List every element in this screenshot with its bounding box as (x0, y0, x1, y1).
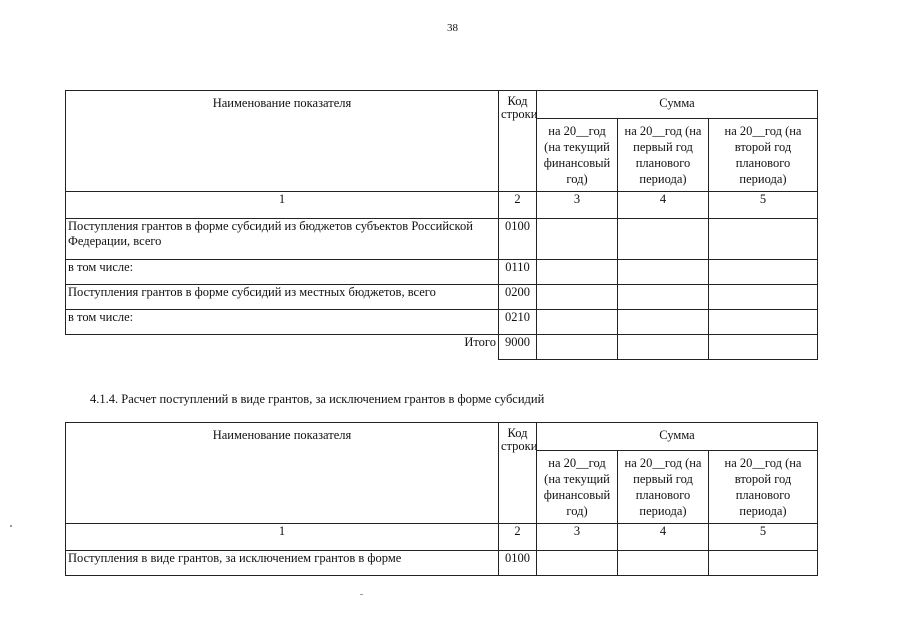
column-numbers-row (66, 192, 818, 219)
total-code: 9000 (499, 335, 537, 360)
header-line-code: Код строки (499, 91, 537, 192)
column-number: 5 (709, 192, 818, 219)
row-label: Поступления грантов в форме субсидий из бюджетов субъектов Российской Федерации, всего (66, 219, 499, 260)
table-row (66, 310, 818, 335)
value-cell[interactable] (709, 335, 818, 360)
header-first-plan-year: на 20__год (на первый год планового периода) (618, 119, 709, 192)
value-cell[interactable] (537, 551, 618, 576)
header-line-code: Код строки (499, 423, 537, 524)
value-cell[interactable] (537, 310, 618, 335)
scan-mark (360, 594, 363, 595)
column-number: 2 (499, 192, 537, 219)
row-label: Поступления в виде грантов, за исключением грантов в форме (66, 551, 499, 576)
grants-non-subsidies-table (65, 422, 818, 576)
table-row (66, 219, 818, 260)
table-row (66, 285, 818, 310)
value-cell[interactable] (709, 219, 818, 260)
value-cell[interactable] (709, 310, 818, 335)
value-cell[interactable] (618, 551, 709, 576)
header-second-plan-year: на 20__год (на второй год планового периода) (709, 451, 818, 524)
header-indicator-name: Наименование показателя (66, 423, 499, 524)
row-code: 0200 (499, 285, 537, 310)
header-current-year: на 20__год (на текущий финансовый год) (537, 451, 618, 524)
row-code: 0100 (499, 551, 537, 576)
row-label: Поступления грантов в форме субсидий из местных бюджетов, всего (66, 285, 499, 310)
grants-subsidies-table (65, 90, 818, 360)
table-row (66, 551, 818, 576)
value-cell[interactable] (709, 551, 818, 576)
row-code: 0110 (499, 260, 537, 285)
section-heading: 4.1.4. Расчет поступлений в виде грантов, за исключением грантов в форме субсидий (90, 392, 545, 406)
header-second-plan-year: на 20__год (на второй год планового периода) (709, 119, 818, 192)
value-cell[interactable] (618, 335, 709, 360)
header-first-plan-year: на 20__год (на первый год планового периода) (618, 451, 709, 524)
column-number: 1 (66, 192, 499, 219)
value-cell[interactable] (537, 219, 618, 260)
row-label: в том числе: (66, 310, 499, 335)
value-cell[interactable] (537, 335, 618, 360)
value-cell[interactable] (709, 285, 818, 310)
row-label: в том числе: (66, 260, 499, 285)
page-number: 38 (447, 22, 458, 34)
column-number: 5 (709, 524, 818, 551)
header-current-year: на 20__год (на текущий финансовый год) (537, 119, 618, 192)
total-label: Итого (66, 335, 499, 360)
value-cell[interactable] (618, 260, 709, 285)
scan-mark (10, 525, 12, 527)
column-number: 1 (66, 524, 499, 551)
header-indicator-name: Наименование показателя (66, 91, 499, 192)
header-sum: Сумма (537, 91, 818, 119)
column-number: 4 (618, 524, 709, 551)
value-cell[interactable] (537, 285, 618, 310)
row-code: 0100 (499, 219, 537, 260)
column-number: 3 (537, 192, 618, 219)
value-cell[interactable] (618, 310, 709, 335)
total-row (66, 335, 818, 360)
value-cell[interactable] (537, 260, 618, 285)
value-cell[interactable] (618, 219, 709, 260)
value-cell[interactable] (618, 285, 709, 310)
column-number: 3 (537, 524, 618, 551)
column-number: 4 (618, 192, 709, 219)
row-code: 0210 (499, 310, 537, 335)
header-sum: Сумма (537, 423, 818, 451)
table-row (66, 260, 818, 285)
column-number: 2 (499, 524, 537, 551)
column-numbers-row (66, 524, 818, 551)
value-cell[interactable] (709, 260, 818, 285)
